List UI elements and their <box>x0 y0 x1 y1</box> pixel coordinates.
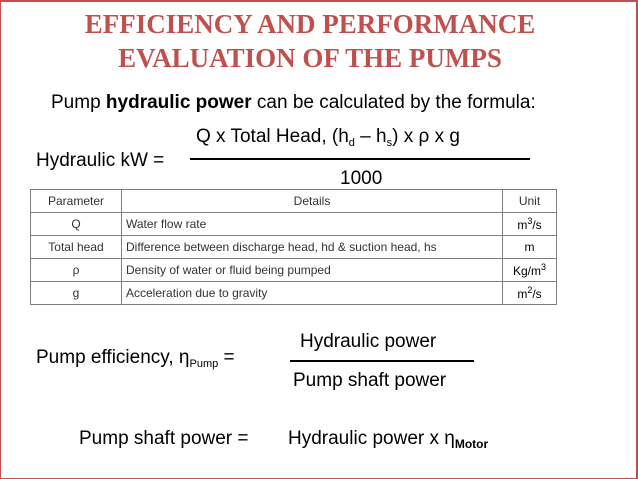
param-cell: Total head <box>31 236 122 259</box>
table-row <box>31 236 557 259</box>
efficiency-label-text: Pump efficiency, η <box>36 347 190 368</box>
table-row <box>31 213 557 236</box>
header-details: Details <box>122 190 503 213</box>
table-row <box>31 259 557 282</box>
efficiency-equals: = <box>218 347 235 368</box>
unit-cell <box>503 213 557 236</box>
unit-tail: /s <box>532 218 542 232</box>
unit-exponent: 3 <box>527 216 533 226</box>
param-cell: ρ <box>31 259 122 282</box>
intro-bold-term: hydraulic power <box>105 92 252 113</box>
unit-base: m <box>517 218 528 232</box>
efficiency-subscript: Pump <box>189 358 219 370</box>
shaft-power-rhs <box>288 428 488 451</box>
details-cell: Acceleration due to gravity <box>122 282 503 305</box>
unit-base: m <box>517 287 528 301</box>
slide-border-top <box>0 0 636 2</box>
subscript-s: s <box>386 137 393 149</box>
motor-subscript: Motor <box>454 437 489 451</box>
hydraulic-formula-numerator <box>196 126 460 149</box>
intro-sentence <box>51 92 536 114</box>
header-unit: Unit <box>503 190 557 213</box>
unit-cell <box>503 236 557 259</box>
table-header-row <box>31 190 557 213</box>
unit-exponent: 2 <box>527 285 533 295</box>
unit-base: m <box>524 240 535 254</box>
shaft-power-label: Pump shaft power = <box>79 428 249 449</box>
subscript-d: d <box>348 137 355 149</box>
hydraulic-fraction-bar <box>190 158 530 160</box>
efficiency-fraction-bar <box>290 360 474 362</box>
hydraulic-formula-label: Hydraulic kW = <box>36 150 165 171</box>
efficiency-label <box>36 347 235 370</box>
table-row <box>31 282 557 305</box>
parameter-table <box>30 189 557 305</box>
unit-tail: /s <box>532 287 542 301</box>
intro-suffix: can be calculated by the formula: <box>251 92 536 113</box>
header-parameter: Parameter <box>31 190 122 213</box>
numerator-part-1: Q x Total Head, (h <box>196 126 349 147</box>
numerator-part-3: ) x ρ x g <box>392 126 460 147</box>
details-cell: Density of water or fluid being pumped <box>122 259 503 282</box>
efficiency-numerator: Hydraulic power <box>300 331 437 352</box>
unit-cell <box>503 259 557 282</box>
details-cell: Water flow rate <box>122 213 503 236</box>
slide-title-line-1: EFFICIENCY AND PERFORMANCE <box>84 9 536 39</box>
unit-exponent: 3 <box>541 262 547 272</box>
details-cell: Difference between discharge head, hd & suction head, hs <box>122 236 503 259</box>
numerator-part-2: – h <box>354 126 387 147</box>
unit-cell <box>503 282 557 305</box>
param-cell: g <box>31 282 122 305</box>
efficiency-denominator: Pump shaft power <box>293 370 447 391</box>
shaft-power-rhs-text: Hydraulic power x η <box>288 428 455 449</box>
unit-base: Kg/m <box>512 264 541 278</box>
param-cell: Q <box>31 213 122 236</box>
hydraulic-formula-denominator: 1000 <box>340 168 383 189</box>
intro-prefix: Pump <box>51 92 106 113</box>
slide-title-line-2: EVALUATION OF THE PUMPS <box>118 43 502 73</box>
